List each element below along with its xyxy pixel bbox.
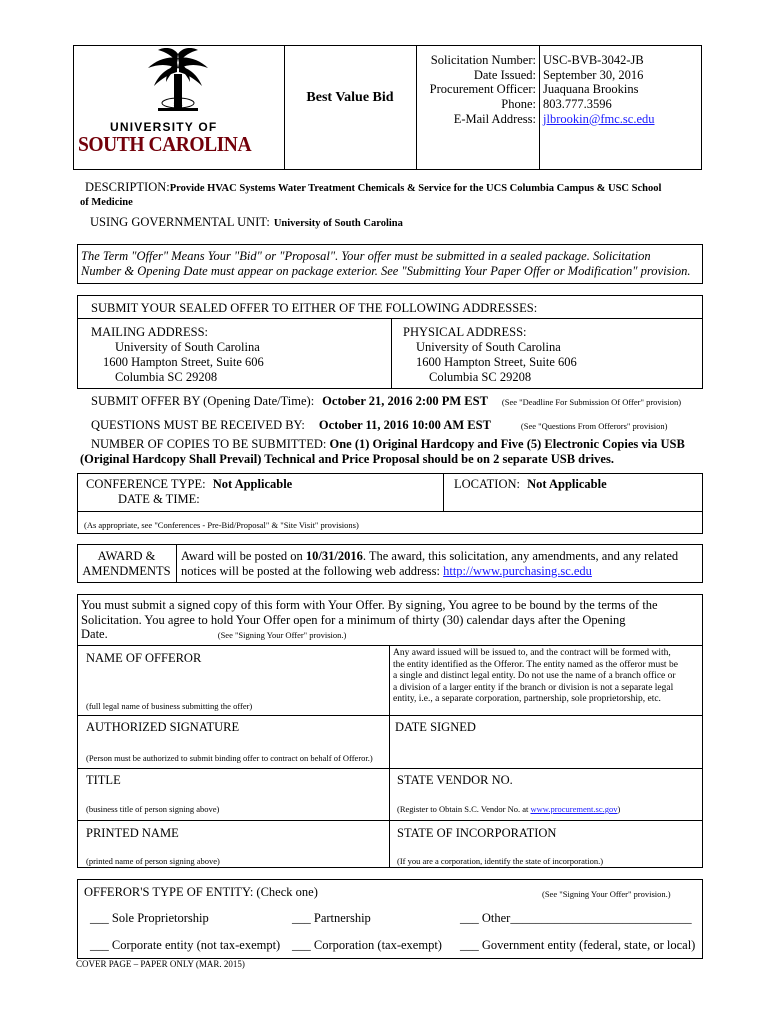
- physical-address-label: PHYSICAL ADDRESS:: [403, 325, 527, 339]
- phone-label: Phone:: [501, 97, 536, 112]
- signature-note: (Person must be authorized to submit binding offer to contract on behalf of Offeror.): [86, 753, 373, 763]
- vendor-number-field[interactable]: [392, 788, 700, 802]
- award-label-2: AMENDMENTS: [82, 564, 171, 578]
- award-divider: [176, 544, 177, 583]
- award-text-prefix: Award will be posted on: [181, 549, 306, 563]
- vendor-note-suffix: ): [617, 804, 621, 814]
- conference-datetime-label: DATE & TIME:: [118, 492, 200, 506]
- palmetto-seal-icon: [78, 48, 278, 118]
- mailing-address-label: MAILING ADDRESS:: [91, 325, 209, 339]
- offer-notice-line1: The Term "Offer" Means Your "Bid" or "Proposal". Your offer must be submitted in a sealed package. Solicitation: [81, 249, 651, 263]
- physical-address: [403, 325, 577, 385]
- award-url-prefix: notices will be posted at the following web address:: [181, 564, 444, 578]
- mailing-line-3: Columbia SC 29208: [115, 370, 218, 384]
- page-title: Best Value Bid: [306, 90, 394, 105]
- incorporation-label: STATE OF INCORPORATION: [397, 826, 557, 840]
- signing-note: (See "Signing Your Offer" provision.): [217, 630, 347, 640]
- date-issued: September 30, 2016: [543, 67, 644, 82]
- date-signed-field[interactable]: [392, 736, 700, 764]
- physical-line-2: 1600 Hampton Street, Suite 606: [416, 355, 577, 369]
- mailing-line-2: 1600 Hampton Street, Suite 606: [103, 355, 264, 369]
- entity-corporation-exempt[interactable]: ___ Corporation (tax-exempt): [292, 938, 442, 952]
- copies-value-2: (Original Hardcopy Shall Prevail) Technical and Price Proposal should be on 2 separate USB drives.: [80, 451, 614, 466]
- description-text-2: of Medicine: [80, 197, 133, 208]
- phone: 803.777.3596: [543, 97, 612, 112]
- questions-by-label: QUESTIONS MUST BE RECEIVED BY:: [91, 418, 305, 432]
- solicitation-number: USC-BVB-3042-JB: [543, 53, 644, 67]
- entity-partnership[interactable]: ___ Partnership: [292, 911, 371, 925]
- entity-heading: OFFEROR'S TYPE OF ENTITY: (Check one): [84, 885, 318, 899]
- conference-location-value: Not Applicable: [527, 477, 607, 491]
- legal-line-2: the entity identified as the Offeror. The entity named as the offeror must be: [393, 659, 678, 670]
- award-text-suffix: . The award, this solicitation, any amendments, and any related: [362, 549, 679, 563]
- university-logo: [78, 48, 278, 163]
- legal-entity-text: [393, 648, 701, 706]
- procurement-officer: Juaquana Brookins: [543, 82, 639, 97]
- header-divider-2: [416, 45, 417, 170]
- offeror-row2-top: [77, 715, 703, 716]
- svg-text:1801: 1801: [173, 103, 183, 108]
- header-divider-1: [284, 45, 285, 170]
- header-divider-3: [539, 45, 540, 170]
- offer-notice-line2: Number & Opening Date must appear on package exterior. See "Submitting Your Paper Offer or Modification" provision.: [81, 263, 691, 278]
- vendor-note: [397, 804, 620, 814]
- solicitation-values: [543, 53, 698, 127]
- vendor-url-link[interactable]: www.procurement.sc.gov: [530, 804, 618, 814]
- questions-by-note: (See "Questions From Offerors" provision): [520, 421, 668, 431]
- mailing-address: [91, 325, 264, 385]
- addresses-divider: [391, 318, 392, 389]
- offeror-mid-divider-1: [389, 645, 390, 768]
- submit-by-value: October 21, 2016 2:00 PM EST: [322, 394, 488, 408]
- addresses-heading-line: [77, 318, 703, 319]
- procurement-officer-label: Procurement Officer:: [429, 82, 536, 97]
- submit-by-label: SUBMIT OFFER BY (Opening Date/Time):: [91, 394, 315, 408]
- title-note: (business title of person signing above): [86, 804, 220, 814]
- vendor-number-label: STATE VENDOR NO.: [397, 773, 513, 787]
- email-label: E-Mail Address:: [453, 111, 536, 126]
- logo-line2: SOUTH CAROLINA: [78, 132, 252, 156]
- offeror-name-field[interactable]: [80, 668, 386, 698]
- vendor-note-prefix: (Register to Obtain S.C. Vendor No. at: [397, 804, 531, 814]
- conference-location-label: LOCATION:: [454, 477, 520, 491]
- conference-note: (As appropriate, see "Conferences - Pre-Bid/Proposal" & "Site Visit" provisions): [84, 520, 359, 530]
- conference-location: [454, 477, 607, 492]
- email-link[interactable]: jlbrookin@fmc.sc.edu: [543, 111, 655, 126]
- conference-type-label: CONFERENCE TYPE:: [86, 477, 206, 491]
- solicitation-number-label: Solicitation Number:: [430, 53, 536, 67]
- description-label: DESCRIPTION:: [85, 180, 170, 194]
- copies: [80, 437, 705, 466]
- offeror-row3-top: [77, 768, 703, 769]
- entity-other[interactable]: ___ Other_____________________________: [460, 911, 692, 925]
- signing-notice: [81, 598, 701, 643]
- printed-name-note: (printed name of person signing above): [86, 856, 220, 866]
- legal-line-1: Any award issued will be issued to, and the contract will be formed with,: [393, 648, 671, 658]
- award-label-1: AWARD &: [97, 549, 156, 563]
- description-text-1: Provide HVAC Systems Water Treatment Chemicals & Service for the UCS Columbia Campus & USC School: [169, 183, 662, 194]
- date-signed-label: DATE SIGNED: [395, 720, 476, 734]
- title-label: TITLE: [86, 773, 121, 787]
- conference-line: [77, 511, 703, 512]
- award-label: [77, 549, 176, 579]
- mailing-line-1: University of South Carolina: [115, 340, 260, 354]
- date-issued-label: Date Issued:: [473, 67, 536, 82]
- governmental-unit-value: University of South Carolina: [273, 218, 403, 229]
- award-date: 10/31/2016: [305, 549, 363, 563]
- authorized-signature-field[interactable]: [80, 736, 386, 750]
- legal-line-3: a single and distinct legal entity. Do not use the name of a branch office or: [393, 671, 676, 682]
- governmental-unit-label: USING GOVERNMENTAL UNIT:: [90, 215, 270, 229]
- award-text: [181, 549, 701, 579]
- questions-by-value: October 11, 2016 10:00 AM EST: [318, 418, 491, 432]
- printed-name-field[interactable]: [80, 841, 386, 855]
- offeror-name-note: (full legal name of business submitting the offer): [86, 701, 253, 711]
- submit-by-note: (See "Deadline For Submission Of Offer" provision): [501, 397, 682, 407]
- physical-line-3: Columbia SC 29208: [429, 370, 532, 384]
- entity-corporate-not-exempt[interactable]: ___ Corporate entity (not tax-exempt): [90, 938, 281, 952]
- copies-label: NUMBER OF COPIES TO BE SUBMITTED:: [91, 437, 327, 451]
- incorporation-field[interactable]: [392, 841, 700, 855]
- offeror-name-label: NAME OF OFFEROR: [86, 651, 202, 665]
- title-field[interactable]: [80, 788, 386, 802]
- offeror-row4-top: [77, 820, 703, 821]
- conference-type-value: Not Applicable: [212, 477, 293, 491]
- offeror-mid-divider-2: [389, 768, 390, 868]
- submit-by: [91, 392, 701, 410]
- legal-line-4: a division of a larger entity if the branch or division is not a separate legal: [393, 682, 674, 693]
- questions-by: [91, 416, 701, 434]
- conference-type: [86, 477, 292, 507]
- conference-divider: [443, 473, 444, 511]
- description: [80, 180, 705, 210]
- award-url-link[interactable]: http://www.purchasing.sc.edu: [443, 564, 592, 578]
- authorized-signature-label: AUTHORIZED SIGNATURE: [86, 720, 240, 734]
- offer-notice: [81, 249, 701, 278]
- offeror-row1-top: [77, 645, 703, 646]
- solicitation-labels: [418, 53, 536, 127]
- physical-line-1: University of South Carolina: [416, 340, 561, 354]
- printed-name-label: PRINTED NAME: [86, 826, 179, 840]
- signing-line3: Date.: [81, 627, 108, 641]
- legal-line-5: entity, i.e., a separate corporation, partnership, sole proprietorship, etc.: [393, 694, 661, 705]
- incorporation-note: (If you are a corporation, identify the state of incorporation.): [397, 856, 604, 866]
- logo-line1: UNIVERSITY OF: [110, 120, 218, 134]
- copies-value-1: One (1) Original Hardcopy and Five (5) Electronic Copies via USB: [329, 437, 685, 451]
- entity-note: (See "Signing Your Offer" provision.): [542, 889, 671, 899]
- entity-sole-proprietorship[interactable]: ___ Sole Proprietorship: [90, 911, 209, 925]
- page-footer: COVER PAGE – PAPER ONLY (MAR. 2015): [76, 959, 245, 969]
- entity-government[interactable]: ___ Government entity (federal, state, or local): [460, 938, 696, 952]
- signing-line2: Solicitation. You agree to hold Your Offer open for a minimum of thirty (30) calendar days after the Opening: [81, 612, 626, 627]
- governmental-unit: [90, 215, 403, 231]
- addresses-heading: SUBMIT YOUR SEALED OFFER TO EITHER OF THE FOLLOWING ADDRESSES:: [91, 301, 538, 315]
- signing-line1: You must submit a signed copy of this form with Your Offer. By signing, You agree to be bound by the terms of the: [81, 598, 658, 612]
